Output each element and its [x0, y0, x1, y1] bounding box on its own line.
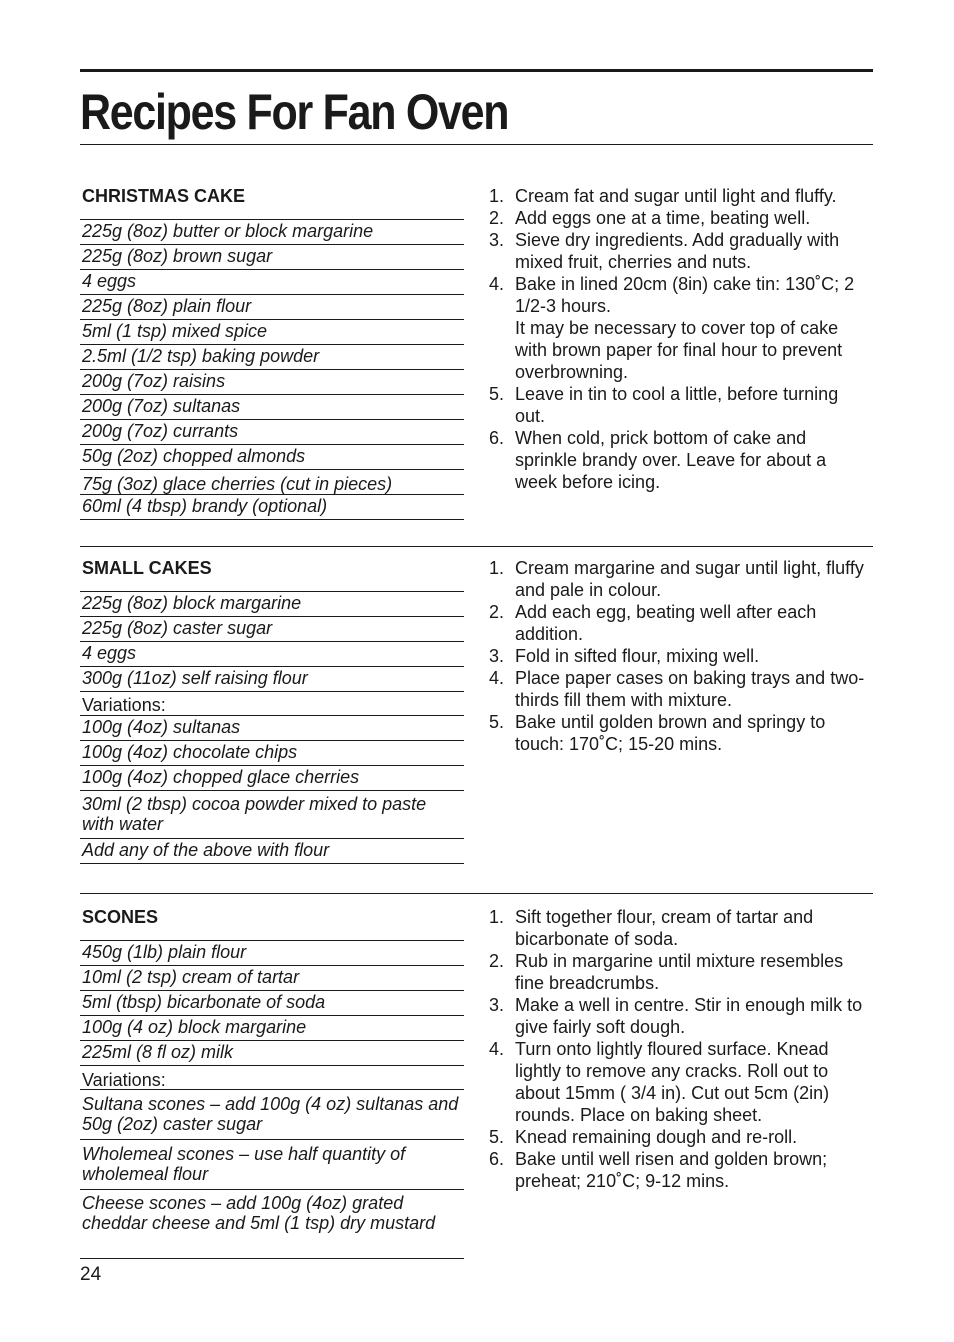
- variation: 100g (4oz) sultanas: [80, 715, 464, 740]
- christmas-steps: [489, 185, 873, 493]
- step: 6. Bake until well risen and golden brown; preheat; 210˚C; 9-12 mins.: [489, 1149, 828, 1191]
- variation: Sultana scones – add 100g (4 oz) sultanas and 50g (2oz) caster sugar: [80, 1089, 464, 1139]
- ingredient: 5ml (1 tsp) mixed spice: [80, 319, 464, 344]
- step: 5. Bake until golden brown and springy to touch: 170˚C; 15-20 mins.: [489, 712, 826, 754]
- ingredient: 225g (8oz) plain flour: [80, 294, 464, 319]
- section-title: SMALL CAKES: [82, 558, 212, 578]
- ingredient: 200g (7oz) raisins: [80, 369, 464, 394]
- page-number: 24: [80, 1264, 102, 1285]
- step-note: It may be necessary to cover top of cake with brown paper for final hour to prevent overbrowning.: [515, 318, 843, 382]
- step: 2. Add each egg, beating well after each addition.: [489, 602, 817, 644]
- title-rule: [80, 144, 873, 145]
- ingredient: 4 eggs: [80, 641, 464, 666]
- step: 4. Turn onto lightly floured surface. Knead lightly to remove any cracks. Roll out to about 15mm ( 3/4 in). Cut out 5cm (2in) rounds. Place on baking sheet.: [489, 1039, 830, 1125]
- ingredient: 300g (11oz) self raising flour: [80, 666, 464, 691]
- ingredient: 5ml (tbsp) bicarbonate of soda: [80, 990, 464, 1015]
- variation: Wholemeal scones – use half quantity of wholemeal flour: [80, 1139, 464, 1189]
- step: 5. Knead remaining dough and re-roll.: [489, 1127, 798, 1147]
- section-divider: [80, 893, 873, 894]
- step: 3. Make a well in centre. Stir in enough milk to give fairly soft dough.: [489, 995, 863, 1037]
- ingredient: 225ml (8 fl oz) milk: [80, 1040, 464, 1065]
- step: 1. Cream margarine and sugar until light, fluffy and pale in colour.: [489, 558, 864, 600]
- ingredient: 200g (7oz) currants: [80, 419, 464, 444]
- variations-label: Variations:: [80, 691, 464, 715]
- step: 4. Bake in lined 20cm (8in) cake tin: 130˚C; 2 1/2-3 hours. It may be necessary to cover top of cake with brown paper for final hour to prevent overbrowning.: [489, 274, 855, 382]
- step: 2. Add eggs one at a time, beating well.: [489, 208, 811, 228]
- section-divider: [80, 546, 873, 547]
- step: 4. Place paper cases on baking trays and two-thirds fill them with mixture.: [489, 668, 865, 710]
- ingredient: 200g (7oz) sultanas: [80, 394, 464, 419]
- ingredient: 225g (8oz) block margarine: [80, 591, 464, 616]
- scones-steps: [489, 906, 873, 1192]
- variation: 100g (4oz) chopped glace cherries: [80, 765, 464, 790]
- ingredient: 2.5ml (1/2 tsp) baking powder: [80, 344, 464, 369]
- page-title: Recipes For Fan Oven: [80, 84, 509, 140]
- ingredient: 100g (4 oz) block margarine: [80, 1015, 464, 1040]
- step: 2. Rub in margarine until mixture resembles fine breadcrumbs.: [489, 951, 844, 993]
- ingredient: 225g (8oz) brown sugar: [80, 244, 464, 269]
- scones-ingredients: [80, 906, 464, 1259]
- variations-label: Variations:: [80, 1065, 464, 1089]
- ingredient: 50g (2oz) chopped almonds: [80, 444, 464, 469]
- variation: Add any of the above with flour: [80, 838, 464, 864]
- ingredient: 60ml (4 tbsp) brandy (optional): [80, 494, 464, 520]
- section-title: CHRISTMAS CAKE: [82, 186, 246, 206]
- ingredient: 4 eggs: [80, 269, 464, 294]
- ingredient: 225g (8oz) caster sugar: [80, 616, 464, 641]
- ingredient: 225g (8oz) butter or block margarine: [80, 219, 464, 244]
- step: 5. Leave in tin to cool a little, before turning out.: [489, 384, 839, 426]
- step: 3. Sieve dry ingredients. Add gradually with mixed fruit, cherries and nuts.: [489, 230, 840, 272]
- ingredient: 10ml (2 tsp) cream of tartar: [80, 965, 464, 990]
- christmas-ingredients: [80, 185, 464, 520]
- ingredient: 450g (1lb) plain flour: [80, 940, 464, 965]
- small-cakes-steps: [489, 557, 873, 755]
- step: 6. When cold, prick bottom of cake and sprinkle brandy over. Leave for about a week before icing.: [489, 428, 827, 492]
- small-cakes-ingredients: [80, 557, 464, 864]
- section-title: SCONES: [82, 907, 159, 927]
- ingredient: 75g (3oz) glace cherries (cut in pieces): [80, 469, 464, 494]
- variation: 30ml (2 tbsp) cocoa powder mixed to paste with water: [80, 790, 464, 838]
- step: 1. Cream fat and sugar until light and fluffy.: [489, 186, 837, 206]
- step: 1. Sift together flour, cream of tartar and bicarbonate of soda.: [489, 907, 814, 949]
- top-rule: [80, 69, 873, 72]
- variation: Cheese scones – add 100g (4oz) grated cheddar cheese and 5ml (1 tsp) dry mustard: [80, 1189, 464, 1259]
- variation: 100g (4oz) chocolate chips: [80, 740, 464, 765]
- step: 3. Fold in sifted flour, mixing well.: [489, 646, 760, 666]
